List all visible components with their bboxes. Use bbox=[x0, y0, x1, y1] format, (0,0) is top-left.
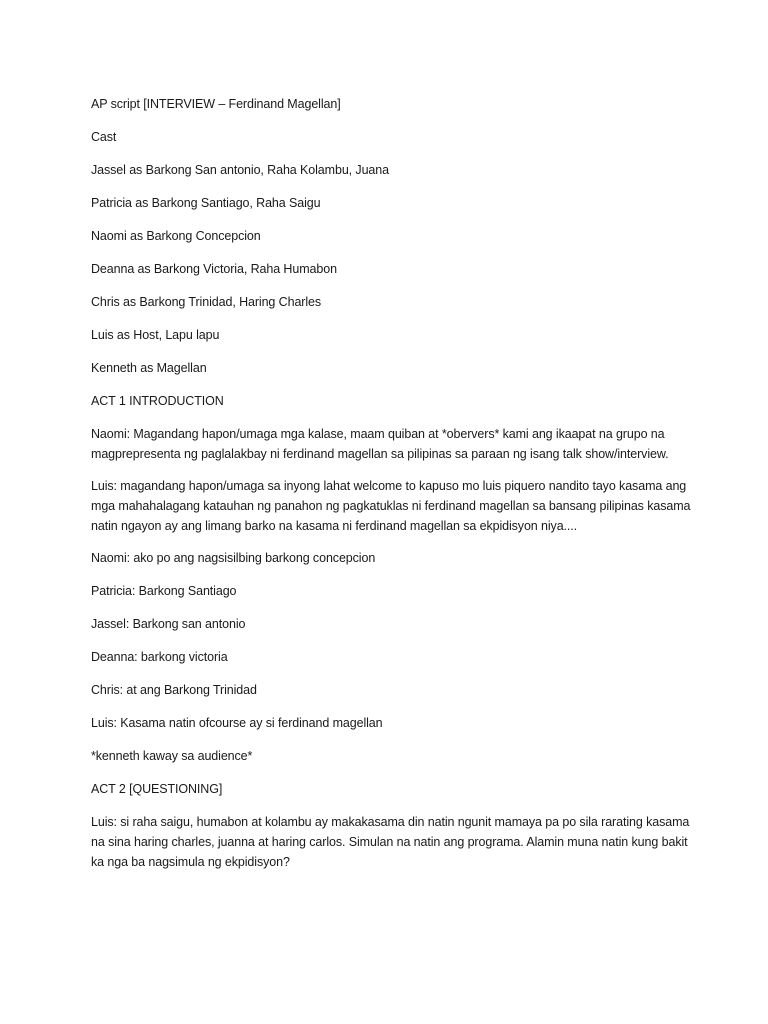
script-line: Luis: si raha saigu, humabon at kolambu ay makakasama din natin ngunit mamaya pa po sila rarating kasama na sina haring charles, juanna at haring carlos. Simulan na natin ang programa. Alamin muna natin kung bakit ka nga ba nagsimula ng ekpidisyon? bbox=[91, 815, 690, 869]
stage-direction: *kenneth kaway sa audience* bbox=[91, 749, 253, 763]
act2-heading: ACT 2 [QUESTIONING] bbox=[91, 782, 223, 796]
script-line: Chris: at ang Barkong Trinidad bbox=[91, 683, 257, 697]
document-title: AP script [INTERVIEW – Ferdinand Magellan] bbox=[91, 97, 341, 111]
cast-line: Deanna as Barkong Victoria, Raha Humabon bbox=[91, 262, 337, 276]
script-line: Jassel: Barkong san antonio bbox=[91, 617, 246, 631]
cast-heading: Cast bbox=[91, 130, 117, 144]
cast-line: Jassel as Barkong San antonio, Raha Kolambu, Juana bbox=[91, 163, 389, 177]
cast-line: Kenneth as Magellan bbox=[91, 361, 207, 375]
act1-heading: ACT 1 INTRODUCTION bbox=[91, 394, 224, 408]
script-line: Naomi: Magandang hapon/umaga mga kalase, maam quiban at *obervers* kami ang ikaapat na grupo na magprepresenta ng paglalakbay ni ferdinand magellan sa pilipinas sa paraan ng isang talk show/interview. bbox=[91, 427, 669, 461]
cast-line: Patricia as Barkong Santiago, Raha Saigu bbox=[91, 196, 321, 210]
script-line: Luis: magandang hapon/umaga sa inyong lahat welcome to kapuso mo luis piquero nandito tayo kasama ang mga mahahalagang katauhan ng panahon ng pagkatuklas ni ferdinand magellan sa bansang pilipinas kasama natin ngayon ay ang limang barko na kasama ni ferdinand magellan sa ekpidisyon niya.... bbox=[91, 479, 691, 533]
script-line: Luis: Kasama natin ofcourse ay si ferdinand magellan bbox=[91, 716, 383, 730]
script-line: Patricia: Barkong Santiago bbox=[91, 584, 237, 598]
script-line: Deanna: barkong victoria bbox=[91, 650, 228, 664]
script-line: Naomi: ako po ang nagsisilbing barkong concepcion bbox=[91, 551, 376, 565]
cast-line: Luis as Host, Lapu lapu bbox=[91, 328, 220, 342]
cast-line: Naomi as Barkong Concepcion bbox=[91, 229, 261, 243]
cast-line: Chris as Barkong Trinidad, Haring Charles bbox=[91, 295, 322, 309]
document-page bbox=[91, 94, 703, 884]
